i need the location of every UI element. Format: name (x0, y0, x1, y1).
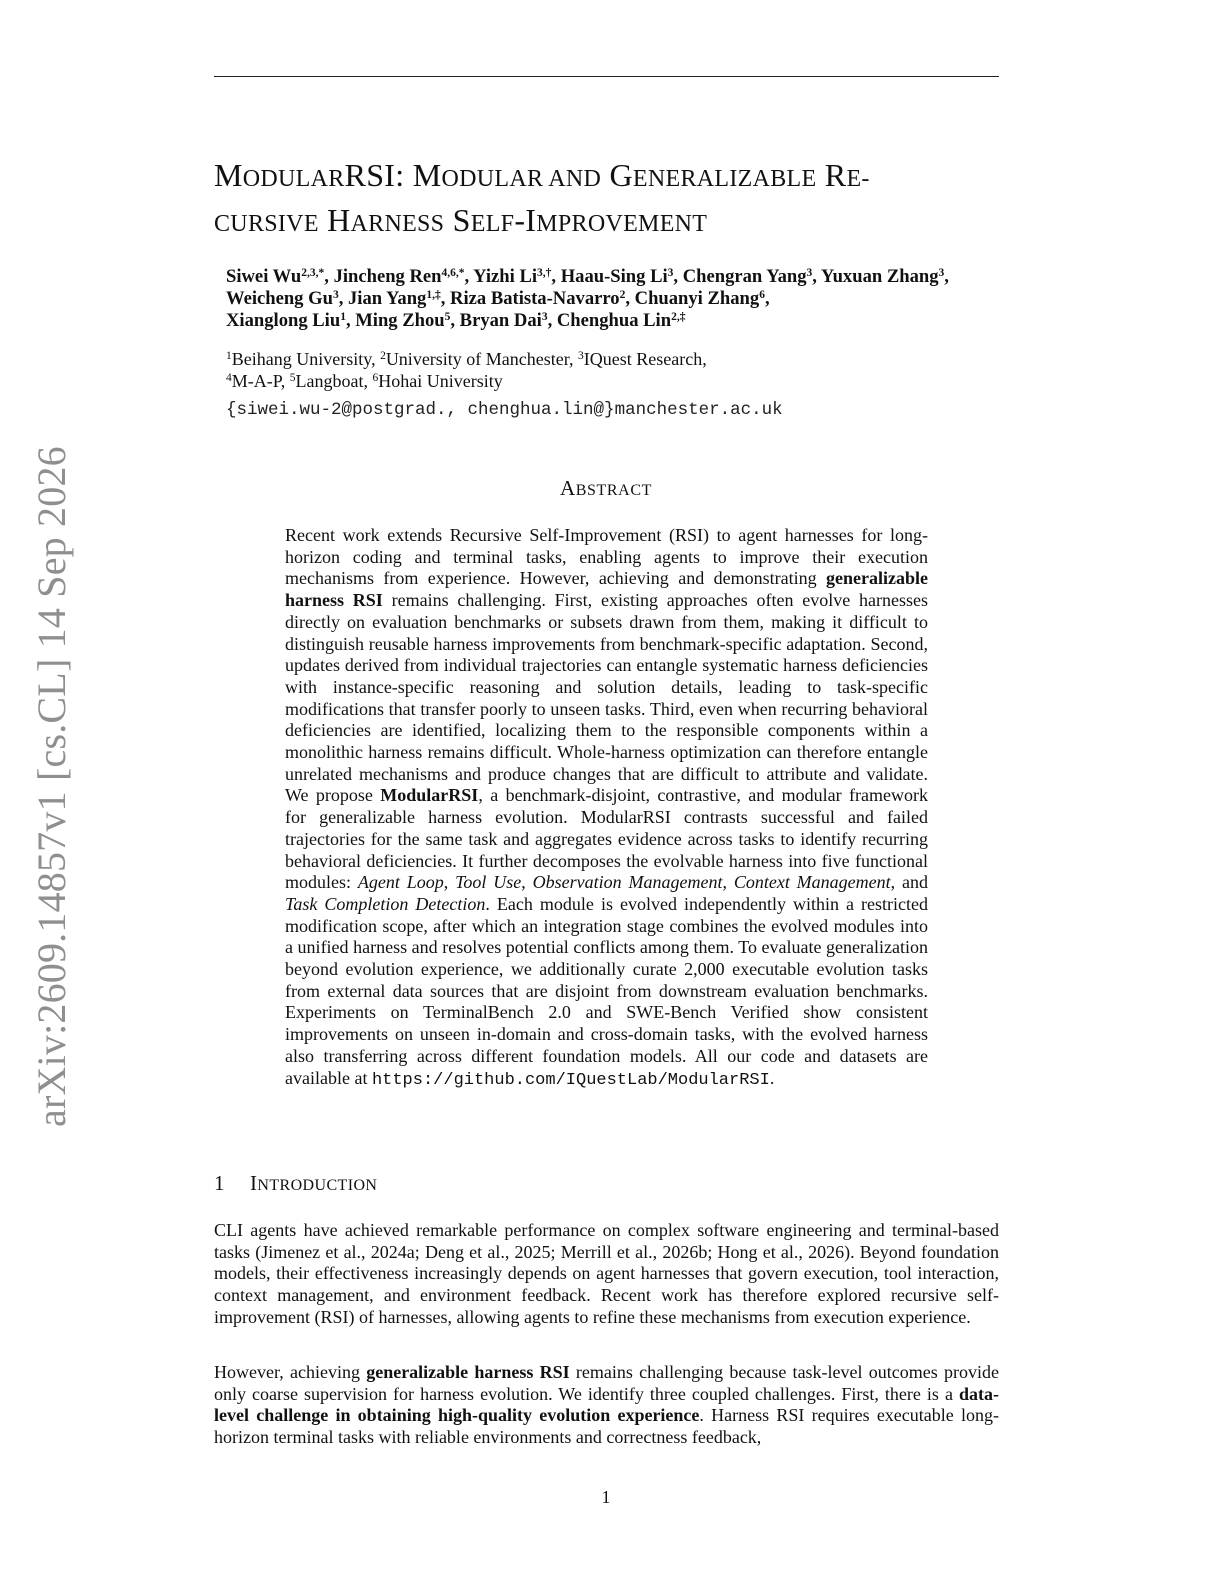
abstract-heading: ABSTRACT (560, 476, 652, 500)
author: Chenghua Lin$^{2,\ddagger}$ (556, 310, 686, 331)
author-line-2: Weicheng Gu$^3$, Jian Yang$^{1,\ddagger}$, Riza Batista-Navarro$^2$, Chuanyi Zhang$^6$, (226, 288, 770, 309)
author-emails[interactable]: {siwei.wu-2@postgrad., chenghua.lin@}manchester.ac.uk (226, 400, 783, 420)
intro-paragraph-1: CLI agents have achieved remarkable performance on complex software engineering and terminal-based tasks (Jimenez et al., 2024a; Deng et al., 2025; Merrill et al., 2026b; Hong et al., 2026). Beyond foundation models, their effectiveness increasingly depends on agent harnesses that govern execution, tool interaction, context management, and environment feedback. Recent work has therefore explored recursive self-improvement (RSI) of harnesses, allowing agents to refine these mechanisms from execution experience. (214, 1220, 999, 1327)
author: Siwei $Wu^{2,3,*}$ (226, 266, 325, 287)
code-repository-link[interactable]: https://github.com/IQuestLab/ModularRSI (371, 1070, 770, 1090)
author-line-3: Xianglong Liu$^1$, Ming Zhou$^5$, Bryan Dai$^3$, Chenghua Lin$^{2,\ddagger}$ (226, 310, 686, 331)
abstract-text: Recent work extends Recursive Self-Improvement (RSI) to agent harnesses for long-horizon coding and terminal tasks, enabling agents to improve their execution mechanisms from experience. However, achieving and demonstrating generalizable harness RSI remains challenging. First, existing approaches often evolve harnesses directly on evaluation benchmarks or subsets drawn from them, making it difficult to distinguish reusable harness improvements from benchmark-specific adaptation. Second, updates derived from individual trajectories can entangle systematic harness deficiencies with instance-specific reasoning and solution details, leading to task-specific modifications that transfer poorly to unseen tasks. Third, even when recurring behavioral deficiencies are identified, localizing them to the responsible components within a monolithic harness remains difficult. Whole-harness optimization can therefore entangle unrelated mechanisms and produce changes that are difficult to attribute and validate. We propose ModularRSI, a benchmark-disjoint, contrastive, and modular framework for generalizable harness evolution. ModularRSI contrasts successful and failed trajectories for the same task and aggregates evidence across tasks to identify recurring behavioral deficiencies. It further decomposes the evolvable harness into five functional modules: Agent Loop, Tool Use, Observation Management, Context Management, and Task Completion Detection. Each module is evolved independently within a restricted modification scope, after which an integration stage combines the evolved modules into a unified harness and resolves potential conflicts among them. To evaluate generalization beyond evolution experience, we additionally curate 2,000 executable evolution tasks from external data sources that are disjoint from downstream evaluation benchmarks. Experiments on TerminalBench 2.0 and SWE-Bench Verified show consistent improvements on unseen in-domain and cross-domain tasks, with the evolved harness also transferring across different foundation models. All our code and datasets are available at https://github.com/IQuestLab/ModularRSI. (285, 525, 929, 1090)
affiliation-line-1: $^1$Beihang University, $^2$University of Manchester, $^3$IQuest Research, (226, 349, 707, 369)
title-line-1: MODULARRSI: MODULAR AND GENERALIZABLE RE- (214, 157, 870, 193)
author: Ming Zhou$^5$ (355, 310, 451, 331)
author: Bryan Dai$^3$ (459, 310, 548, 331)
intro-paragraph-2: However, achieving generalizable harness RSI remains challenging because task-level outcomes provide only coarse supervision for harness evolution. We identify three coupled challenges. First, there is a data-level challenge in obtaining high-quality evolution experience. Harness RSI requires executable long-horizon terminal tasks with reliable environments and correctness feedback, (214, 1362, 999, 1448)
author: Chengran Yang$^3$ (682, 266, 813, 287)
author: Weicheng Gu$^3$ (226, 288, 339, 309)
section-heading-introduction: 1 INTRODUCTION (214, 1171, 378, 1195)
author-list (226, 266, 1006, 332)
title-line-2: CURSIVE HARNESS SELF-IMPROVEMENT (214, 202, 708, 238)
affiliations (226, 348, 707, 392)
author: Haau-Sing Li$^3$ (560, 266, 674, 287)
author: Chuanyi Zhang$^6$ (634, 288, 765, 309)
author: Yizhi $Li^{3,\dagger}$ (473, 266, 552, 287)
arxiv-identifier-stamp: arXiv:2609.14857v1 [cs.CL] 14 Sep 2026 (29, 446, 74, 1127)
top-rule (214, 76, 999, 77)
author: Xianglong Liu$^1$ (226, 310, 346, 331)
paper-title (214, 155, 1004, 245)
page-number: 1 (601, 1487, 611, 1507)
author: Riza Batista-Navarro$^2$ (450, 288, 626, 309)
author: Yuxuan Zhang$^3$ (820, 266, 945, 287)
author-line-1: Siwei $Wu^{2,3,*}$, Jincheng Ren$^{4,6,*}$, Yizhi $Li^{3,\dagger}$, Haau-Sing Li$^3$, Chengran Yang$^3$, Yuxuan Zhang$^3$, (226, 266, 949, 287)
author: Jian Yang$^{1,\ddagger}$ (347, 288, 441, 309)
author: Jincheng Ren$^{4,6,*}$ (333, 266, 465, 287)
affiliation-line-2: $^4$M-A-P, $^5$Langboat, $^6$Hohai University (226, 371, 503, 391)
